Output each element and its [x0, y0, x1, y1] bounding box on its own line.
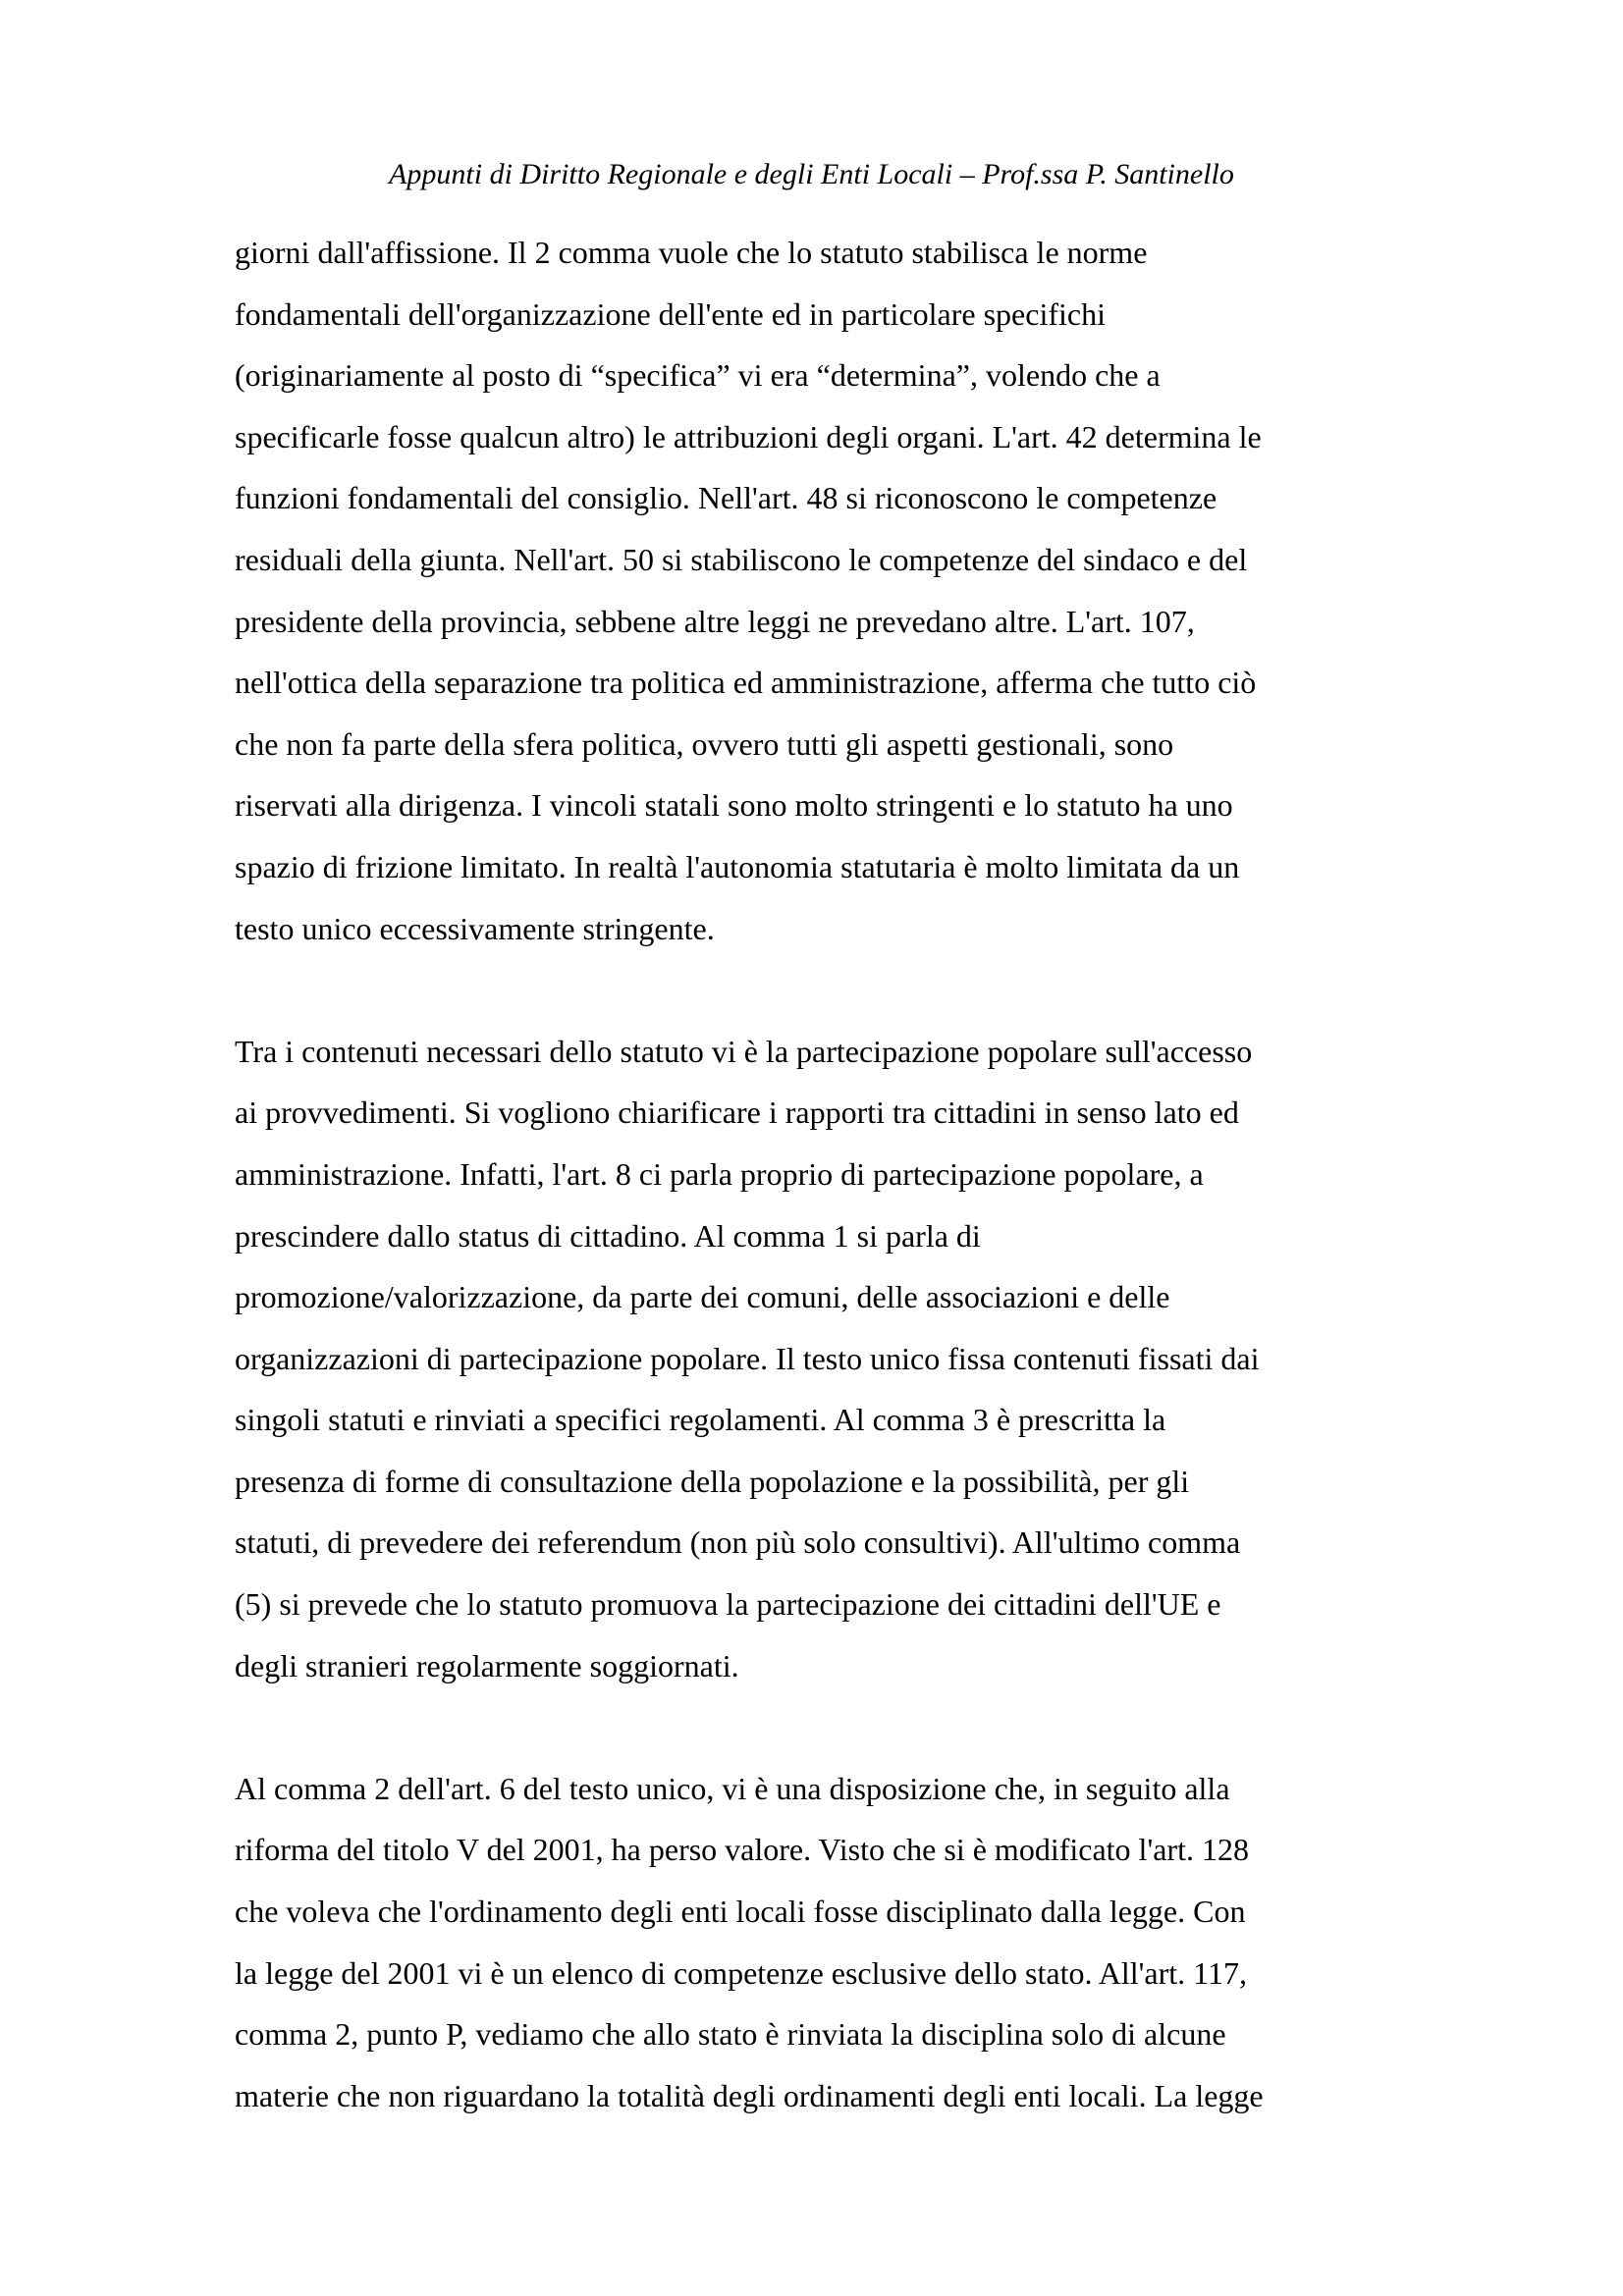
text-line: giorni dall'affissione. Il 2 comma vuole che lo statuto stabilisca le norme [235, 235, 1148, 270]
text-line: Al comma 2 dell'art. 6 del testo unico, vi è una disposizione che, in seguito alla [235, 1770, 1230, 1806]
text-line: (5) si prevede che lo statuto promuova la partecipazione dei cittadini dell'UE e [235, 1586, 1221, 1623]
text-line: presenza di forme di consultazione della popolazione e la possibilità, per gli [235, 1463, 1190, 1499]
paragraph-gap [235, 959, 1413, 1021]
text-line: degli stranieri regolarmente soggiornati. [235, 1647, 739, 1683]
text-line: prescindere dallo status di cittadino. Al comma 1 si parla di [235, 1217, 981, 1254]
text-line: che voleva che l'ordinamento degli enti locali fosse disciplinato dalla legge. Con [235, 1894, 1246, 1930]
text-line: riforma del titolo V del 2001, ha perso valore. Visto che si è modificato l'art. 128 [235, 1832, 1249, 1868]
body-text [235, 222, 1413, 2126]
text-line: specificarle fosse qualcun altro) le attribuzioni degli organi. L'art. 42 determina le [235, 418, 1262, 454]
paragraph [235, 1021, 1413, 1697]
text-line: ai provvedimenti. Si vogliono chiarificare i rapporti tra cittadini in senso lato ed [235, 1095, 1239, 1131]
text-line: (originariamente al posto di “specifica” vi era “determina”, volendo che a [235, 357, 1161, 394]
text-line: fondamentali dell'organizzazione dell'ente ed in particolare specifichi [235, 295, 1106, 332]
paragraph [235, 222, 1413, 959]
text-line: amministrazione. Infatti, l'art. 8 ci parla proprio di partecipazione popolare, a [235, 1155, 1204, 1192]
text-line: la legge del 2001 vi è un elenco di competenze esclusive dello stato. All'art. 117, [235, 1954, 1247, 1991]
text-line: testo unico eccessivamente stringente. [235, 910, 715, 946]
text-line: promozione/valorizzazione, da parte dei comuni, delle associazioni e delle [235, 1279, 1170, 1315]
text-line: che non fa parte della sfera politica, ovvero tutti gli aspetti gestionali, sono [235, 725, 1174, 762]
text-line: spazio di frizione limitato. In realtà l'autonomia statutaria è molto limitata da un [235, 848, 1240, 884]
text-line: Tra i contenuti necessari dello statuto vi è la partecipazione popolare sull'accesso [235, 1033, 1253, 1069]
running-header: Appunti di Diritto Regionale e degli Enti Locali – Prof.ssa P. Santinello [389, 158, 1234, 190]
text-line: funzioni fondamentali del consiglio. Nell'art. 48 si riconoscono le competenze [235, 480, 1217, 516]
text-line: nell'ottica della separazione tra politica ed amministrazione, afferma che tutto ciò [235, 665, 1257, 701]
text-line: materie che non riguardano la totalità degli ordinamenti degli enti locali. La legge [235, 2077, 1264, 2113]
text-line: riservati alla dirigenza. I vincoli statali sono molto stringenti e lo statuto ha uno [235, 787, 1233, 824]
text-line: singoli statuti e rinviati a specifici regolamenti. Al comma 3 è prescritta la [235, 1402, 1166, 1438]
text-line: residuali della giunta. Nell'art. 50 si stabiliscono le competenze del sindaco e del [235, 541, 1248, 577]
paragraph-gap [235, 1696, 1413, 1758]
text-line: presidente della provincia, sebbene altre leggi ne prevedano altre. L'art. 107, [235, 603, 1195, 639]
text-line: statuti, di prevedere dei referendum (non più solo consultivi). All'ultimo comma [235, 1524, 1241, 1561]
paragraph [235, 1758, 1413, 2127]
text-line: organizzazioni di partecipazione popolare. Il testo unico fissa contenuti fissati dai [235, 1340, 1260, 1376]
text-line: comma 2, punto P, vediamo che allo stato è rinviata la disciplina solo di alcune [235, 2016, 1226, 2053]
